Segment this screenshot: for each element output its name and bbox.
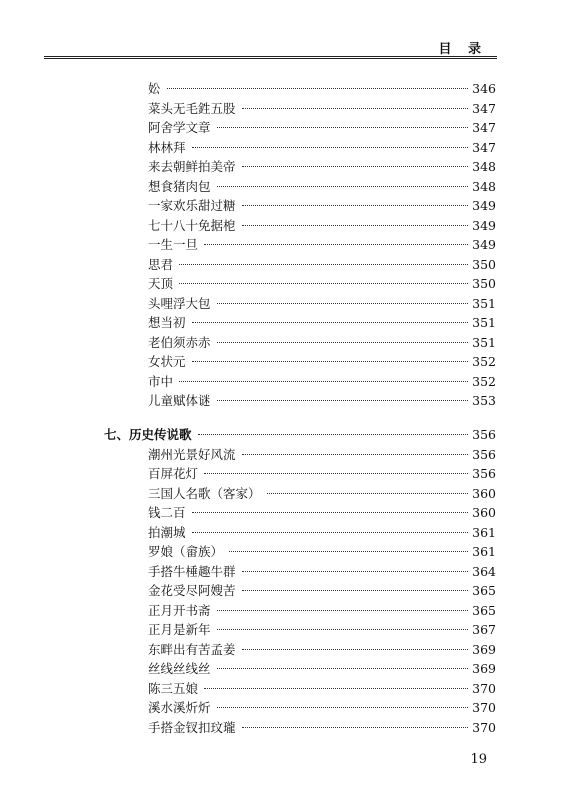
toc-entry-page: 370 bbox=[472, 680, 496, 696]
leader-dots bbox=[242, 108, 468, 109]
toc-entry-page: 370 bbox=[472, 700, 496, 715]
toc-entry[interactable] bbox=[148, 601, 496, 620]
toc-entry-page: 351 bbox=[472, 334, 496, 350]
toc-entry-title: 百屏花灯 bbox=[148, 466, 199, 481]
toc-entry[interactable] bbox=[148, 118, 496, 137]
toc-entry-title: 市中 bbox=[148, 373, 174, 389]
toc-entry-page: 349 bbox=[472, 198, 496, 213]
toc-entry-title: 东畔出有苦孟姜 bbox=[148, 641, 236, 657]
leader-dots bbox=[198, 434, 468, 435]
toc-entry[interactable] bbox=[148, 542, 496, 561]
toc-entry-title: 女状元 bbox=[148, 354, 186, 369]
toc-entry-title: 罗娘（畲族） bbox=[148, 544, 224, 559]
leader-dots bbox=[217, 707, 468, 708]
toc-entry[interactable] bbox=[148, 620, 496, 639]
toc-entry-page: 365 bbox=[472, 602, 496, 618]
toc-entry-title: 钱二百 bbox=[148, 505, 186, 520]
toc-entry[interactable] bbox=[148, 581, 496, 600]
toc-entry-title: 菜头无毛鉎五股 bbox=[148, 100, 236, 116]
leader-dots bbox=[217, 186, 468, 187]
toc-entry-title: 一家欢乐甜过糖 bbox=[148, 198, 236, 213]
toc-entry[interactable] bbox=[148, 79, 496, 98]
leader-dots bbox=[179, 283, 468, 284]
toc-entry-page: 352 bbox=[472, 373, 496, 389]
leader-dots bbox=[179, 264, 468, 265]
leader-dots bbox=[192, 532, 468, 533]
toc-entry-title: 手搭牛棰趣牛群 bbox=[148, 563, 236, 579]
toc-entry[interactable] bbox=[148, 352, 496, 371]
toc-entry-title: 陈三五娘 bbox=[148, 680, 199, 696]
leader-dots bbox=[242, 454, 468, 455]
toc-entry-page: 361 bbox=[472, 544, 496, 559]
toc-entry-page: 364 bbox=[472, 563, 496, 579]
toc-entry-page: 348 bbox=[472, 159, 496, 174]
toc-entry-page: 347 bbox=[472, 120, 496, 135]
toc-entry-title: 三国人名歌（客家） bbox=[148, 485, 261, 501]
toc-entry-page: 351 bbox=[472, 295, 496, 311]
toc-entry-title: 正月是新年 bbox=[148, 622, 211, 637]
toc-entry-page: 360 bbox=[472, 505, 496, 520]
toc-entry[interactable] bbox=[148, 99, 496, 118]
toc-entry-title: 溪水溪炘炘 bbox=[148, 700, 211, 715]
toc-entry[interactable] bbox=[148, 718, 496, 737]
toc-entry-title: 手搭金钗扣玟瓏 bbox=[148, 719, 236, 735]
toc-entry-title: 拍潮城 bbox=[148, 524, 186, 540]
leader-dots bbox=[204, 244, 468, 245]
toc-entry-title: 来去朝鲜拍美帝 bbox=[148, 159, 236, 174]
toc-entry[interactable] bbox=[148, 196, 496, 215]
toc-entry-title: 正月开书斋 bbox=[148, 602, 211, 618]
toc-entry[interactable] bbox=[148, 484, 496, 503]
toc-entry-page: 361 bbox=[472, 524, 496, 540]
toc-entry[interactable] bbox=[148, 235, 496, 254]
toc-entry-page: 349 bbox=[472, 217, 496, 233]
toc-entry-page: 353 bbox=[472, 393, 496, 408]
toc-entry[interactable] bbox=[148, 294, 496, 313]
section-title: 七、历史传说歌 bbox=[104, 427, 192, 442]
leader-dots bbox=[179, 381, 468, 382]
toc-entry-title: 老伯须赤赤 bbox=[148, 334, 211, 350]
section-page: 356 bbox=[472, 427, 496, 442]
leader-dots bbox=[242, 225, 468, 226]
toc-entry[interactable] bbox=[148, 216, 496, 235]
toc-entry-title: 金花受尽阿嫂苦 bbox=[148, 583, 236, 598]
toc-section-heading[interactable] bbox=[104, 425, 496, 444]
toc-entry[interactable] bbox=[148, 659, 496, 678]
toc-entry[interactable] bbox=[148, 177, 496, 196]
header-title: 目 录 bbox=[438, 42, 487, 57]
header-rule bbox=[44, 56, 497, 59]
toc-entry[interactable] bbox=[148, 503, 496, 522]
toc-entry-page: 349 bbox=[472, 237, 496, 252]
leader-dots bbox=[242, 649, 468, 650]
toc-entry-page: 365 bbox=[472, 583, 496, 598]
leader-dots bbox=[242, 590, 468, 591]
toc-entry[interactable] bbox=[148, 372, 496, 391]
leader-dots bbox=[217, 610, 468, 611]
toc-entry[interactable] bbox=[148, 445, 496, 464]
toc-entry-title: 潮州光景好风流 bbox=[148, 446, 236, 462]
page-number: 19 bbox=[470, 752, 487, 767]
leader-dots bbox=[192, 322, 468, 323]
toc-entry-title: 七十八十免据梎 bbox=[148, 217, 236, 233]
toc-entry[interactable] bbox=[148, 640, 496, 659]
leader-dots bbox=[217, 400, 468, 401]
toc-entry-page: 369 bbox=[472, 661, 496, 676]
toc-entry[interactable] bbox=[148, 698, 496, 717]
leader-dots bbox=[204, 473, 468, 474]
toc-entry-title: 妐 bbox=[148, 81, 161, 96]
leader-dots bbox=[217, 668, 468, 669]
leader-dots bbox=[217, 303, 468, 304]
toc-entry-page: 356 bbox=[472, 466, 496, 481]
toc-entry[interactable] bbox=[148, 562, 496, 581]
toc-entry[interactable] bbox=[148, 391, 496, 410]
leader-dots bbox=[192, 512, 468, 513]
leader-dots bbox=[192, 361, 468, 362]
toc-entry-title: 丝线丝线丝 bbox=[148, 661, 211, 676]
leader-dots bbox=[192, 147, 468, 148]
toc-entry[interactable] bbox=[148, 333, 496, 352]
toc-entry-page: 367 bbox=[472, 622, 496, 637]
toc-entry[interactable] bbox=[148, 679, 496, 698]
toc-entry[interactable] bbox=[148, 523, 496, 542]
toc-entry[interactable] bbox=[148, 464, 496, 483]
toc-entry-title: 想食猪肉包 bbox=[148, 178, 211, 194]
leader-dots bbox=[242, 166, 468, 167]
toc-entry-title: 思君 bbox=[148, 256, 174, 272]
toc-entry-page: 351 bbox=[472, 315, 496, 330]
toc-entry-title: 想当初 bbox=[148, 315, 186, 330]
leader-dots bbox=[242, 727, 468, 728]
leader-dots bbox=[204, 688, 468, 689]
toc-entry-title: 天顶 bbox=[148, 276, 174, 291]
toc-entry-page: 370 bbox=[472, 719, 496, 735]
toc-entry[interactable] bbox=[148, 138, 496, 157]
leader-dots bbox=[267, 493, 468, 494]
toc-entry-page: 350 bbox=[472, 256, 496, 272]
leader-dots bbox=[217, 629, 468, 630]
toc-entry-title: 阿舍学文章 bbox=[148, 120, 211, 135]
toc-entry[interactable] bbox=[148, 255, 496, 274]
leader-dots bbox=[242, 571, 468, 572]
toc-entry-title: 儿童赋体谜 bbox=[148, 393, 211, 408]
toc-entry[interactable] bbox=[148, 157, 496, 176]
toc-entry[interactable] bbox=[148, 274, 496, 293]
toc-entry-title: 头哩浮大包 bbox=[148, 295, 211, 311]
toc-entry-title: 林林拜 bbox=[148, 139, 186, 155]
leader-dots bbox=[242, 205, 468, 206]
toc-entry-title: 一生一旦 bbox=[148, 237, 199, 252]
toc-entry-page: 347 bbox=[472, 139, 496, 155]
toc-entry-page: 346 bbox=[472, 81, 496, 96]
toc-entry-page: 360 bbox=[472, 485, 496, 501]
toc-entry-page: 348 bbox=[472, 178, 496, 194]
leader-dots bbox=[217, 127, 468, 128]
toc-entry-page: 369 bbox=[472, 641, 496, 657]
toc-entry-page: 356 bbox=[472, 446, 496, 462]
toc-entry-page: 350 bbox=[472, 276, 496, 291]
leader-dots bbox=[229, 551, 468, 552]
leader-dots bbox=[167, 88, 468, 89]
leader-dots bbox=[217, 342, 468, 343]
toc-entry-page: 347 bbox=[472, 100, 496, 116]
toc-entry-page: 352 bbox=[472, 354, 496, 369]
toc-entry[interactable] bbox=[148, 313, 496, 332]
